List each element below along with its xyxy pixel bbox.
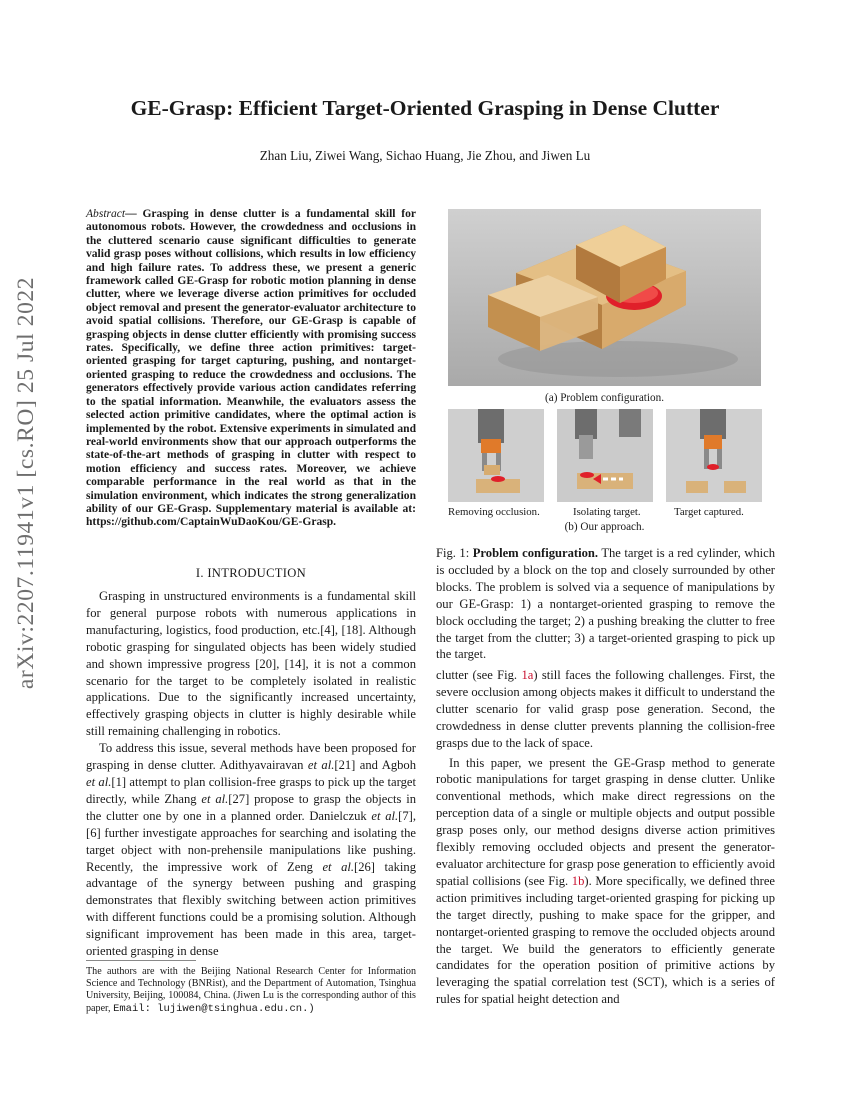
figure-label: Fig. 1: (436, 546, 473, 560)
author-list: Zhan Liu, Ziwei Wang, Sichao Huang, Jie Zhou, and Jiwen Lu (259, 148, 591, 163)
intro-text: [1] attempt to plan collision-free grasps to pick up the target directly, while Zhang (86, 774, 416, 806)
thumbnail-label-3: Target captured. (674, 506, 744, 518)
figure-1a-photo (448, 209, 761, 386)
intro-text: To address this issue, several methods have been proposed for grasping in dense clutter. Adithyavairavan (86, 741, 416, 773)
figure-1b-caption: (b) Our approach. (564, 521, 645, 533)
body-text: In this paper, we present the GE-Grasp method to generate robotic manipulations for target grasping in dense clutter. Unlike conventional methods, which make direct regressions on the perception data of a single or multiple objects and output possible grasp poses only, our method designs diverse action primitives flexibly removing occluded objects and present the generator-evaluator architecture for grasp pose generation to efficiently avoid spatial collisions (see Fig. (436, 755, 775, 888)
et-al: et al. (322, 859, 355, 874)
section-heading-introduction: I. INTRODUCTION (195, 566, 307, 580)
abstract-text: Grasping in dense clutter is a fundamental skill for autonomous robots. However, the crowdedness and occlusions in the cluttered scenario cause significant difficulties to generate valid grasp poses without collisions, which results in low efficiency and high failure rates. To address these, we present a generic framework called GE-Grasp for robotic motion planning in dense clutter, where we leverage diverse action primitives for occluded object removal and present the generator-evaluator architecture to avoid spatial collisions. Therefore, our GE-Grasp is capable of grasping objects in dense clutter efficiently with promising success rates. Specifically, we define three action primitives: target-oriented grasping for target capturing, pushing, and nontarget-oriented grasping to reduce the crowdedness and occlusions. The generators effectively provide various action candidates referring to the spatial information. Meanwhile, the evaluators assess the selected action primitive candidates, where the optimal action is implemented by the robot. Extensive experiments in simulated and real-world environments show that our approach outperforms the state-of-the-art methods of grasping in clutter with respect to motion efficiency and success rates. Moreover, we achieve comparable performance in the real world as that in the simulation environment, which indicates the strong generalization ability of our GE-Grasp. Supplementary material is available at: https://github.com/CaptainWuDaoKou/GE-Grasp. (86, 208, 417, 529)
robot-gripper-scene (448, 409, 544, 502)
robot-gripper-scene (557, 409, 653, 502)
arxiv-stamp: arXiv:2207.11941v1 [cs.RO] 25 Jul 2022 (13, 276, 39, 690)
body-text: ). More specifically, we defined three action primitives including target-oriented grasping for picking up the target directly, pushing to make space for the gripper, and nontarget-oriented grasping to remove the occluded objects around the target. We build the generators to efficiently generate candidates for the operation position of primitive actions by leveraging the spatial correlation test (SCT), which is a series of rules for spatial height detection and (436, 873, 775, 1007)
figure-ref-link[interactable]: 1a (521, 668, 534, 682)
right-paragraph-2 (436, 755, 775, 1009)
intro-paragraph-2 (86, 740, 416, 960)
robot-gripper-scene (666, 409, 762, 502)
body-text: clutter (see Fig. (436, 668, 522, 682)
figure-1a-caption: (a) Problem configuration. (545, 392, 664, 404)
figure-caption-title: Problem configuration. (472, 546, 599, 560)
figure-1b-thumbnail-isolating-target (557, 409, 653, 502)
et-al: et al. (86, 774, 112, 789)
et-al: et al. (307, 758, 335, 773)
et-al: et al. (371, 808, 399, 823)
intro-text: [21] and Agboh (334, 758, 417, 773)
intro-text: [26] taking advantage of the synergy between pushing and grasping demonstrates that flexibly switching between action primitives with different functions could be a promising solution. Although significant improvement has been made in this area, target-oriented grasping in dense (86, 859, 417, 959)
paper-title: GE-Grasp: Efficient Target-Oriented Grasping in Dense Clutter (130, 96, 720, 120)
figure-1b-thumbnail-target-captured (666, 409, 762, 502)
body-text: ) still faces the following challenges. First, the severe occlusion among objects makes it difficult to understand the clutter scenario for valid grasp pose generation. Second, the crowdedness in dense clutter prevents planning the collision-free grasps due to the lack of space. (436, 668, 775, 750)
abstract-label: Abstract (86, 208, 126, 220)
figure-1b-thumbnail-removing-occlusion (448, 409, 544, 502)
wood-blocks-illustration (448, 209, 761, 386)
thumbnail-label-2: Isolating target. (573, 506, 641, 518)
figure-ref-link[interactable]: 1b (571, 873, 585, 888)
figure-caption-text: The target is a red cylinder, which is occluded by a block on the top and closely surrounded by other blocks. The problem is solved via a sequence of manipulations by our GE-Grasp: 1) a nontarget-oriented grasping to remove the block occluding the target; 2) a pushing breaking the clutter to free the target from the clutter; 3) a target-oriented grasping to pick up the target. (436, 546, 775, 662)
right-paragraph-1 (436, 667, 775, 752)
footnote-email[interactable]: Email: lujiwen@tsinghua.edu.cn.) (113, 1002, 315, 1015)
figure-1-caption (436, 545, 775, 663)
et-al: et al. (201, 791, 229, 806)
footnote-divider (86, 960, 196, 961)
intro-text: [27] propose to grasp the objects in the clutter one by one in a planned order. Danielczuk (86, 791, 416, 823)
abstract (86, 208, 416, 530)
introduction-body (86, 588, 416, 960)
intro-text: [7], [6] further investigate approaches for searching and isolating the target object with non-prehensile manipulations like pushing. Recently, the impressive work of Zeng (86, 808, 416, 874)
abstract-dash: — (125, 208, 143, 220)
footnote-text: The authors are with the Beijing National Research Center for Information Science and Technology (BNRist), and the Department of Automation, Tsinghua University, Beijing, 100084, China. (Jiwen Lu is the corresponding author of this paper, (86, 966, 416, 1014)
thumbnail-label-1: Removing occlusion. (448, 506, 540, 518)
footnote (86, 966, 416, 1015)
right-column-body (436, 667, 775, 1008)
intro-paragraph-1: Grasping in unstructured environments is a fundamental skill for general purpose robots with numerous applications in manufacturing, logistics, food production, etc.[4], [18]. Although robotic grasping for singulated objects has been widely studied and shown impressive progress [20], [14], it is not a common scenario for the target to be completely isolated in realistic applications. Due to the significantly increased uncertainty, effectively grasping objects in clutter is highly desirable while still remaining challenging in robotics. (86, 589, 416, 739)
